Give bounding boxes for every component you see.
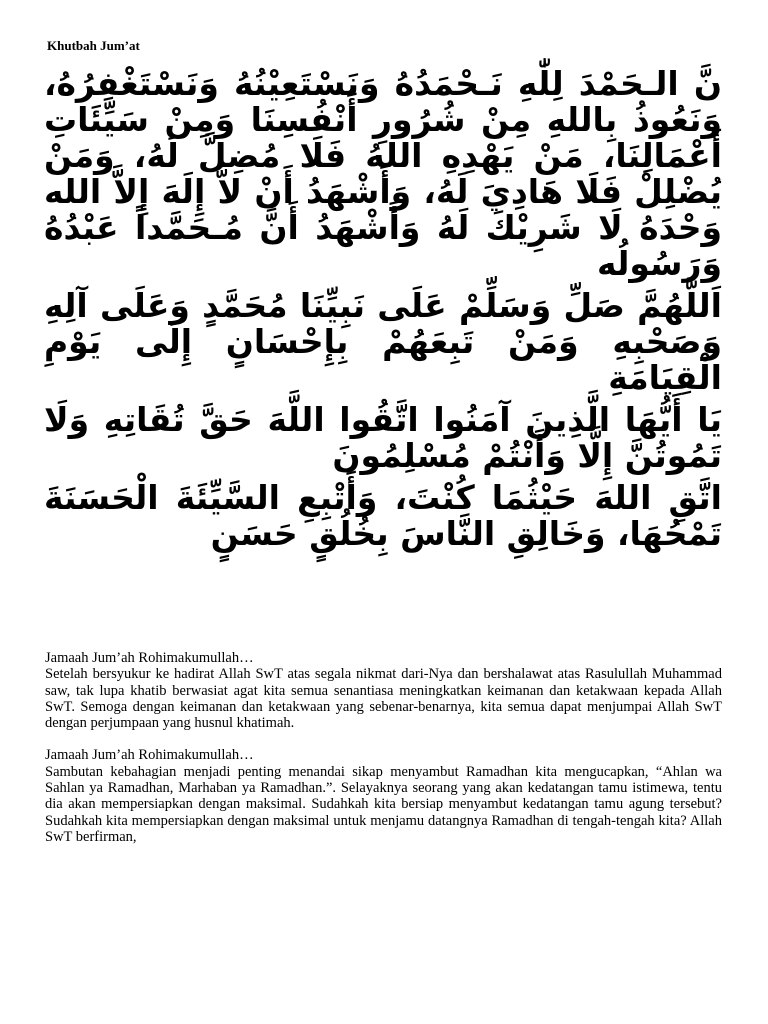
paragraph-1: Setelah bersyukur ke hadirat Allah SwT atas segala nikmat dari-Nya dan bershalawat atas Rasulullah Muhammad saw, tak lupa khatib berwasiat agat kita semua senantiasa meningkatkan keimanan dan ketakwaan kepada Allah SwT. Semoga dengan keimanan dan ketakwaan yang sebenar-benarnya, kita semua dapat menjumpai Allah SwT dengan perjumpaan yang husnul khatimah. <box>45 666 722 732</box>
document-header: Khutbah Jum’at <box>47 38 140 53</box>
arabic-paragraph-hamdalah: نَّ الـحَمْدَ لِلّٰهِ نَـحْمَدُهُ وَنَسْتَعِيْنُهُ وَنَسْتَغْفِرُهُ، وَنَعُوذُ بِاللهِ مِنْ شُرُورِ أَنْفُسِنَا وَمِنْ سَيِّئَاتِ أَعْمَالِنَا، مَنْ يَهْدِهِ اللهُ فَلَا مُضِلَّ لَهُ، وَمَنْ يُضْلِلْ فَلَا هَادِيَ لَهُ، وَأَشْهَدُ أَنْ لاَّ إِلَهَ إِلاَّ الله وَحْدَهُ لَا شَرِيْكَ لَهُ وَأَشْهَدُ أَنَّ مُـحَمَّداً عَبْدُهُ وَرَسُولُه <box>44 64 722 283</box>
arabic-paragraph-hadith: اتَّقِ اللهَ حَيْثُمَا كُنْتَ، وَأَتْبِعِ السَّيِّئَةَ الْحَسَنَةَ تَمْحُهَا، وَخَالِقِ النَّاسَ بِخُلُقٍ حَسَنٍ <box>44 478 722 553</box>
paragraph-2: Sambutan kebahagian menjadi penting menandai sikap menyambut Ramadhan kita mengucapkan, “Ahlan wa Sahlan ya Ramadhan, Marhaban ya Ramadhan.”. Selayaknya seorang yang akan kedatangan tamu istimewa, tentu dia akan mempersiapkan dengan maksimal. Sudahkah kita bersiap menyambut kedatangan tamu agung tersebut? Sudahkah kita mempersiapkan dengan maksimal untuk menjamu datangnya Ramadhan di tengah-tengah kita? Allah SwT berfirman, <box>45 763 722 845</box>
greeting-1: Jamaah Jum’ah Rohimakumullah… <box>45 650 254 666</box>
arabic-paragraph-ayat: يَا أَيُّهَا الَّذِينَ آمَنُوا اتَّقُوا اللَّهَ حَقَّ تُقَاتِهِ وَلَا تَمُوتُنَّ إِلَّا وَأَنْتُمْ مُسْلِمُونَ <box>44 400 722 475</box>
greeting-2: Jamaah Jum’ah Rohimakumullah… <box>45 747 254 764</box>
paragraph-spacer <box>45 731 722 747</box>
arabic-paragraph-shalawat: اَللَّهُمَّ صَلِّ وَسَلِّمْ عَلَى نَبِيِّنَا مُحَمَّدٍ وَعَلَى آلِهِ وَصَحْبِهِ وَمَنْ تَبِعَهُمْ بِإِحْسَانٍ إِلَى يَوْمِ الْقِيَامَةِ <box>44 286 722 397</box>
arabic-opening <box>44 66 722 558</box>
sermon-body <box>45 650 722 845</box>
